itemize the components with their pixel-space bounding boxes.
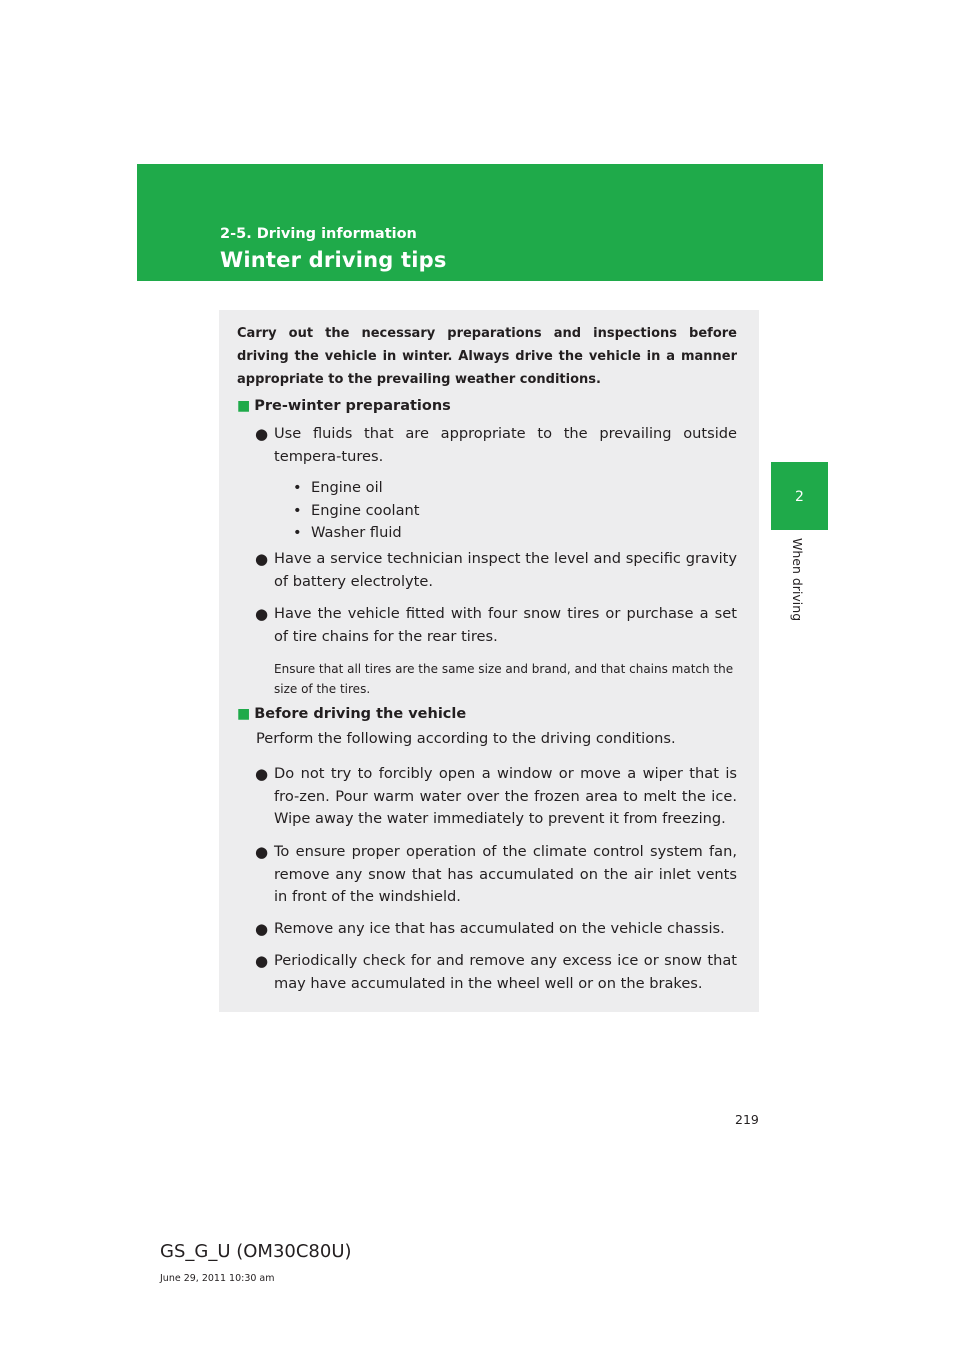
list-item-text: Periodically check for and remove any excess ice or snow that may have accumulated in the wheel well or on the brakes.	[274, 952, 737, 992]
heading-text: Pre-winter preparations	[254, 398, 451, 414]
fluid-text: Engine oil	[311, 479, 383, 496]
fluid-item	[293, 500, 420, 523]
heading-text: Before driving the vehicle	[254, 706, 467, 722]
bullet-icon: ●	[255, 920, 269, 938]
section-label: 2-5. Driving information	[220, 226, 417, 242]
tire-note: Ensure that all tires are the same size and brand, and that chains match the size of the tires.	[274, 662, 734, 696]
list-item	[255, 950, 737, 995]
list-item-text: Do not try to forcibly open a window or move a wiper that is fro-zen. Pour warm water over the frozen area to melt the ice. Wipe away the water immediately to prevent it from freezing.	[274, 765, 737, 827]
chapter-tab	[771, 462, 828, 530]
chapter-label: When driving	[790, 538, 805, 622]
list-item-text: Use fluids that are appropriate to the prevailing outside tempera-tures.	[274, 425, 737, 465]
bullet-icon: ●	[255, 843, 269, 861]
list-item	[255, 548, 737, 593]
section-heading-before-driving	[237, 706, 466, 722]
bullet-icon: ●	[255, 425, 269, 443]
page-title: Winter driving tips	[220, 248, 447, 272]
list-item	[255, 841, 737, 909]
dot-icon: •	[293, 479, 302, 496]
list-item-text: Have a service technician inspect the level and specific gravity of battery electrolyte.	[274, 550, 737, 590]
list-item	[255, 603, 737, 648]
content-box	[219, 310, 759, 1012]
list-item	[255, 763, 737, 831]
chapter-number: 2	[795, 489, 804, 505]
square-bullet-icon: ■	[237, 398, 251, 414]
fluid-text: Engine coolant	[311, 502, 420, 519]
document-date: June 29, 2011 10:30 am	[160, 1273, 275, 1284]
header-band	[137, 164, 823, 281]
section-intro: Perform the following according to the driving conditions.	[256, 730, 676, 747]
document-code: GS_G_U (OM30C80U)	[160, 1241, 352, 1262]
fluid-item	[293, 477, 383, 500]
fluid-text: Washer fluid	[311, 524, 402, 541]
list-item	[255, 918, 737, 941]
section-heading-pre-winter	[237, 398, 451, 414]
dot-icon: •	[293, 502, 302, 519]
list-item-text: Remove any ice that has accumulated on the vehicle chassis.	[274, 920, 725, 937]
list-item-text: Have the vehicle fitted with four snow tires or purchase a set of tire chains for the rear tires.	[274, 605, 737, 645]
list-item-text: To ensure proper operation of the climate control system fan, remove any snow that has accumulated on the air inlet vents in front of the windshield.	[274, 843, 737, 905]
square-bullet-icon: ■	[237, 706, 251, 722]
bullet-icon: ●	[255, 550, 269, 568]
page-number: 219	[735, 1112, 759, 1127]
bullet-icon: ●	[255, 765, 269, 783]
bullet-icon: ●	[255, 952, 269, 970]
list-item	[255, 423, 737, 468]
intro-text: Carry out the necessary preparations and inspections before driving the vehicle in winter. Always drive the vehicle in a manner appropriate to the prevailing weather conditions.	[237, 326, 737, 387]
fluid-item	[293, 522, 402, 545]
dot-icon: •	[293, 524, 302, 541]
bullet-icon: ●	[255, 605, 269, 623]
